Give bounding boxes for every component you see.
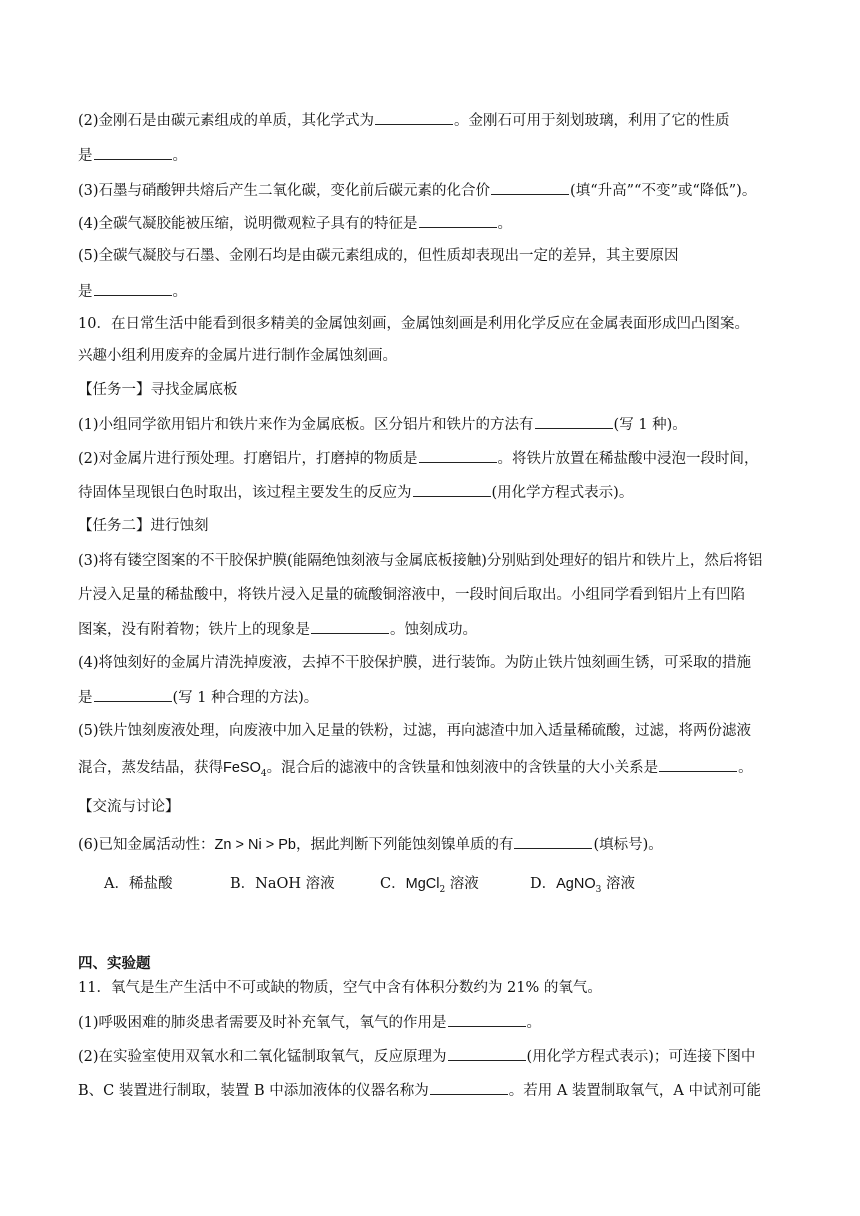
answer-blank[interactable]: [448, 1046, 526, 1061]
q10-part3-line2: 片浸入足量的稀盐酸中，将铁片浸入足量的硫酸铜溶液中，一段时间后取出。小组同学看到铝片上有凹陷: [78, 587, 745, 603]
answer-blank[interactable]: [94, 687, 172, 702]
q10-part3-line1: (3)将有镂空图案的不干胶保护膜(能隔绝蚀刻液与金属底板接触)分别贴到处理好的铝片和铁片上，然后将铝: [78, 553, 763, 569]
answer-blank[interactable]: [419, 213, 497, 228]
q10-part1: (1)小组同学欲用铝片和铁片来作为金属底板。区分铝片和铁片的方法有 (写 1 种)。: [78, 414, 687, 435]
q10-part2-line2: 待固体呈现银白色时取出，该过程主要发生的反应为 (用化学方程式表示)。: [78, 482, 633, 503]
answer-blank[interactable]: [94, 281, 172, 296]
answer-blank[interactable]: [94, 145, 172, 160]
q10-part5-line1: (5)铁片蚀刻废液处理，向废液中加入足量的铁粉，过滤，再向滤渣中加入适量稀硫酸，过滤，将两份滤液: [78, 723, 752, 739]
activity-series: Zn > Ni > Pb: [214, 837, 296, 853]
q10-intro-line2: 兴趣小组利用废弃的金属片进行制作金属蚀刻画。: [78, 348, 397, 364]
q10-part4-line2: 是 (写 1 种合理的方法)。: [78, 687, 318, 708]
option-d[interactable]: D．AgNO$_3$ 溶液: [530, 876, 635, 895]
q10-task2-heading: 【任务二】进行蚀刻: [78, 518, 209, 534]
q10-discussion-heading: 【交流与讨论】: [78, 799, 180, 815]
answer-blank[interactable]: [659, 757, 737, 772]
option-b[interactable]: B．NaOH 溶液: [230, 876, 335, 892]
answer-blank[interactable]: [448, 1012, 526, 1027]
q10-part4-line1: (4)将蚀刻好的金属片清洗掉废液，去掉不干胶保护膜，进行装饰。为防止铁片蚀刻画生锈，可采取的措施: [78, 655, 752, 671]
q11-part2-line2: B、C 装置进行制取，装置 B 中添加液体的仪器名称为 。若用 A 装置制取氧气，A 中试剂可能: [78, 1080, 761, 1101]
q9-part4: (4)全碳气凝胶能被压缩，说明微观粒子具有的特征是 。: [78, 213, 512, 234]
q10-task1-heading: 【任务一】寻找金属底板: [78, 382, 238, 398]
q10-intro-line1: 10．在日常生活中能看到很多精美的金属蚀刻画，金属蚀刻画是利用化学反应在金属表面形成凹凸图案。: [78, 316, 749, 332]
answer-blank[interactable]: [311, 619, 389, 634]
answer-blank[interactable]: [375, 110, 453, 125]
q9-part2-line2: 是 。: [78, 145, 187, 166]
answer-blank[interactable]: [514, 834, 592, 849]
answer-blank[interactable]: [419, 448, 497, 463]
q9-part5-line2: 是 。: [78, 281, 187, 302]
q9-part5-line1: (5)全碳气凝胶与石墨、金刚石均是由碳元素组成的，但性质却表现出一定的差异，其主要原因: [78, 248, 679, 264]
answer-blank[interactable]: [491, 180, 569, 195]
section-heading: 四、实验题: [78, 955, 151, 972]
option-a[interactable]: A．稀盐酸: [104, 876, 173, 892]
q10-part6: (6)已知金属活动性：Zn > Ni > Pb，据此判断下列能蚀刻镍单质的有 (填标号)。: [78, 834, 663, 855]
q11-part2-line1: (2)在实验室使用双氧水和二氧化锰制取氧气，反应原理为 (用化学方程式表示)；可连接下图中: [78, 1046, 755, 1067]
q10-part5-line2: 混合，蒸发结晶，获得FeSO$_4$。混合后的滤液中的含铁量和蚀刻液中的含铁量的大小关系是 。: [78, 757, 753, 784]
q11-intro: 11．氧气是生产生活中不可或缺的物质，空气中含有体积分数约为 21% 的氧气。: [78, 980, 602, 996]
q10-part2-line1: (2)对金属片进行预处理。打磨铝片，打磨掉的物质是 。将铁片放置在稀盐酸中浸泡一段时间，: [78, 448, 759, 469]
answer-blank[interactable]: [535, 414, 613, 429]
q9-part3: (3)石墨与硝酸钾共熔后产生二氧化碳，变化前后碳元素的化合价 (填“升高”“不变”或“降低”)。: [78, 180, 756, 201]
q10-options: [104, 872, 635, 895]
option-c[interactable]: C．MgCl$_2$ 溶液: [380, 876, 479, 895]
feso4-formula: FeSO$_4$: [223, 760, 267, 779]
q10-part3-line3: 图案，没有附着物；铁片上的现象是 。蚀刻成功。: [78, 619, 477, 640]
q9-part2-line1: (2)金刚石是由碳元素组成的单质，其化学式为 。金刚石可用于刻划玻璃，利用了它的性质: [78, 110, 730, 131]
q11-part1: (1)呼吸困难的肺炎患者需要及时补充氧气，氧气的作用是 。: [78, 1012, 541, 1033]
answer-blank[interactable]: [430, 1080, 508, 1095]
answer-blank[interactable]: [413, 482, 491, 497]
